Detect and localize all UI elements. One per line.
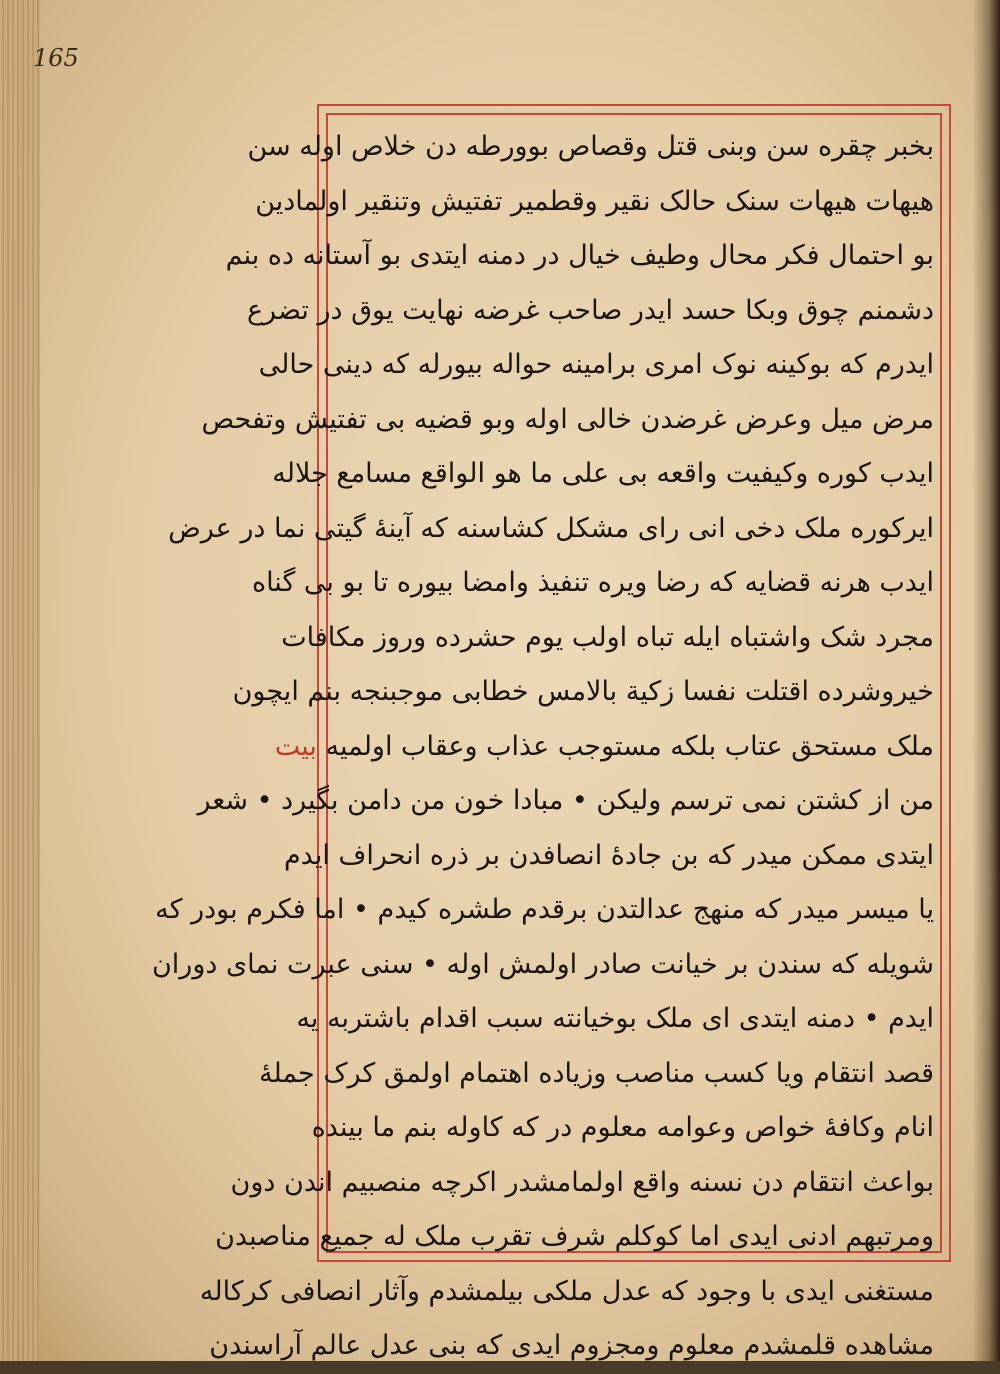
folio-number: 165 [33, 44, 79, 72]
text-line: ومرتبهم ادنی ایدی اما کوکلم شرف تقرب ملک له جمیع مناصبدن [215, 1221, 934, 1252]
text-line: ایدرم که بوکینه نوک امری برامینه حواله بیورله که دینی حالی [258, 349, 934, 380]
page-edges [0, 0, 40, 1361]
text-line: ایرکوره ملک دخی انی رای مشکل کشاسنه که آینهٔ گیتی نما در عرض [168, 512, 934, 544]
text-segment: ملک مستحق عتاب بلکه مستوجب عذاب وعقاب اولمیه [325, 730, 934, 762]
text-line: خیروشرده اقتلت نفسا زکیة بالامس خطابی موجبنجه بنم ایچون [232, 676, 934, 707]
text-line: ایدم • دمنه ایتدی ای ملک بوخیانته سبب اقدام باشتربه یه [296, 1003, 934, 1034]
text-line: بواعث انتقام دن نسنه واقع اولمامشدر اکرچه منصبیم اندن دون [230, 1166, 934, 1198]
text-line: بخبر چقره سن وبنی قتل وقصاص بوورطه دن خلاص اوله سن [247, 131, 934, 162]
text-line: یا میسر میدر که منهج عدالتدن برقدم طشره کیدم • اما فکرم بودر که [155, 894, 934, 925]
text-block [151, 120, 934, 1361]
text-line: مستغنی ایدی با وجود که عدل ملکی بیلمشدم وآثار انصافی کرکاله [199, 1275, 934, 1307]
text-line: من از کشتن نمی ترسم ولیکن • مبادا خون من دامن بگیرد • شعر [197, 785, 934, 816]
text-line: ایدب هرنه قضایه که رضا ویره تنفیذ وامضا بیوره تا بو بی گناه [251, 567, 934, 598]
binding-shadow [972, 0, 1000, 1361]
text-line: مجرد شک واشتباه ایله تباه اولب یوم حشرده وروز مکافات [281, 621, 934, 653]
text-line: شویله که سندن بر خیانت صادر اولمش اوله • سنی عبرت نمای دوران [151, 948, 934, 980]
text-line: هیهات هیهات سنک حالک نقیر وقطمیر تفتیش وتنقیر اولمادین [255, 185, 934, 217]
text-line: انام وکافهٔ خواص وعوامه معلوم در که کاوله بنم ما بینده [311, 1112, 934, 1143]
text-line: ایتدی ممکن میدر که بن جادهٔ انصافدن بر ذره انحراف ایدم [283, 839, 934, 871]
rubric-beyt: بیت [274, 730, 317, 762]
text-line: مشاهده قلمشدم معلوم ومجزوم ایدی که بنی عدل عالم آراسندن [209, 1330, 934, 1361]
text-line: بو احتمال فکر محال وطیف خیال در دمنه ایتدی بو آستانه ده بنم [225, 240, 934, 271]
text-line-with-rubric [274, 720, 934, 775]
text-line: قصد انتقام ویا کسب مناصب وزیاده اهتمام اولمق کرک جملهٔ [259, 1057, 934, 1089]
text-line: دشمنم چوق وبکا حسد ایدر صاحب غرضه نهایت یوق در تضرع [246, 294, 934, 326]
text-line: ایدب کوره وکیفیت واقعه بی علی ما هو الواقع مسامع جلاله [272, 458, 934, 489]
text-line: مرض میل وعرض غرضدن خالی اوله وبو قضیه بی تفتیش وتفحص [201, 403, 934, 435]
